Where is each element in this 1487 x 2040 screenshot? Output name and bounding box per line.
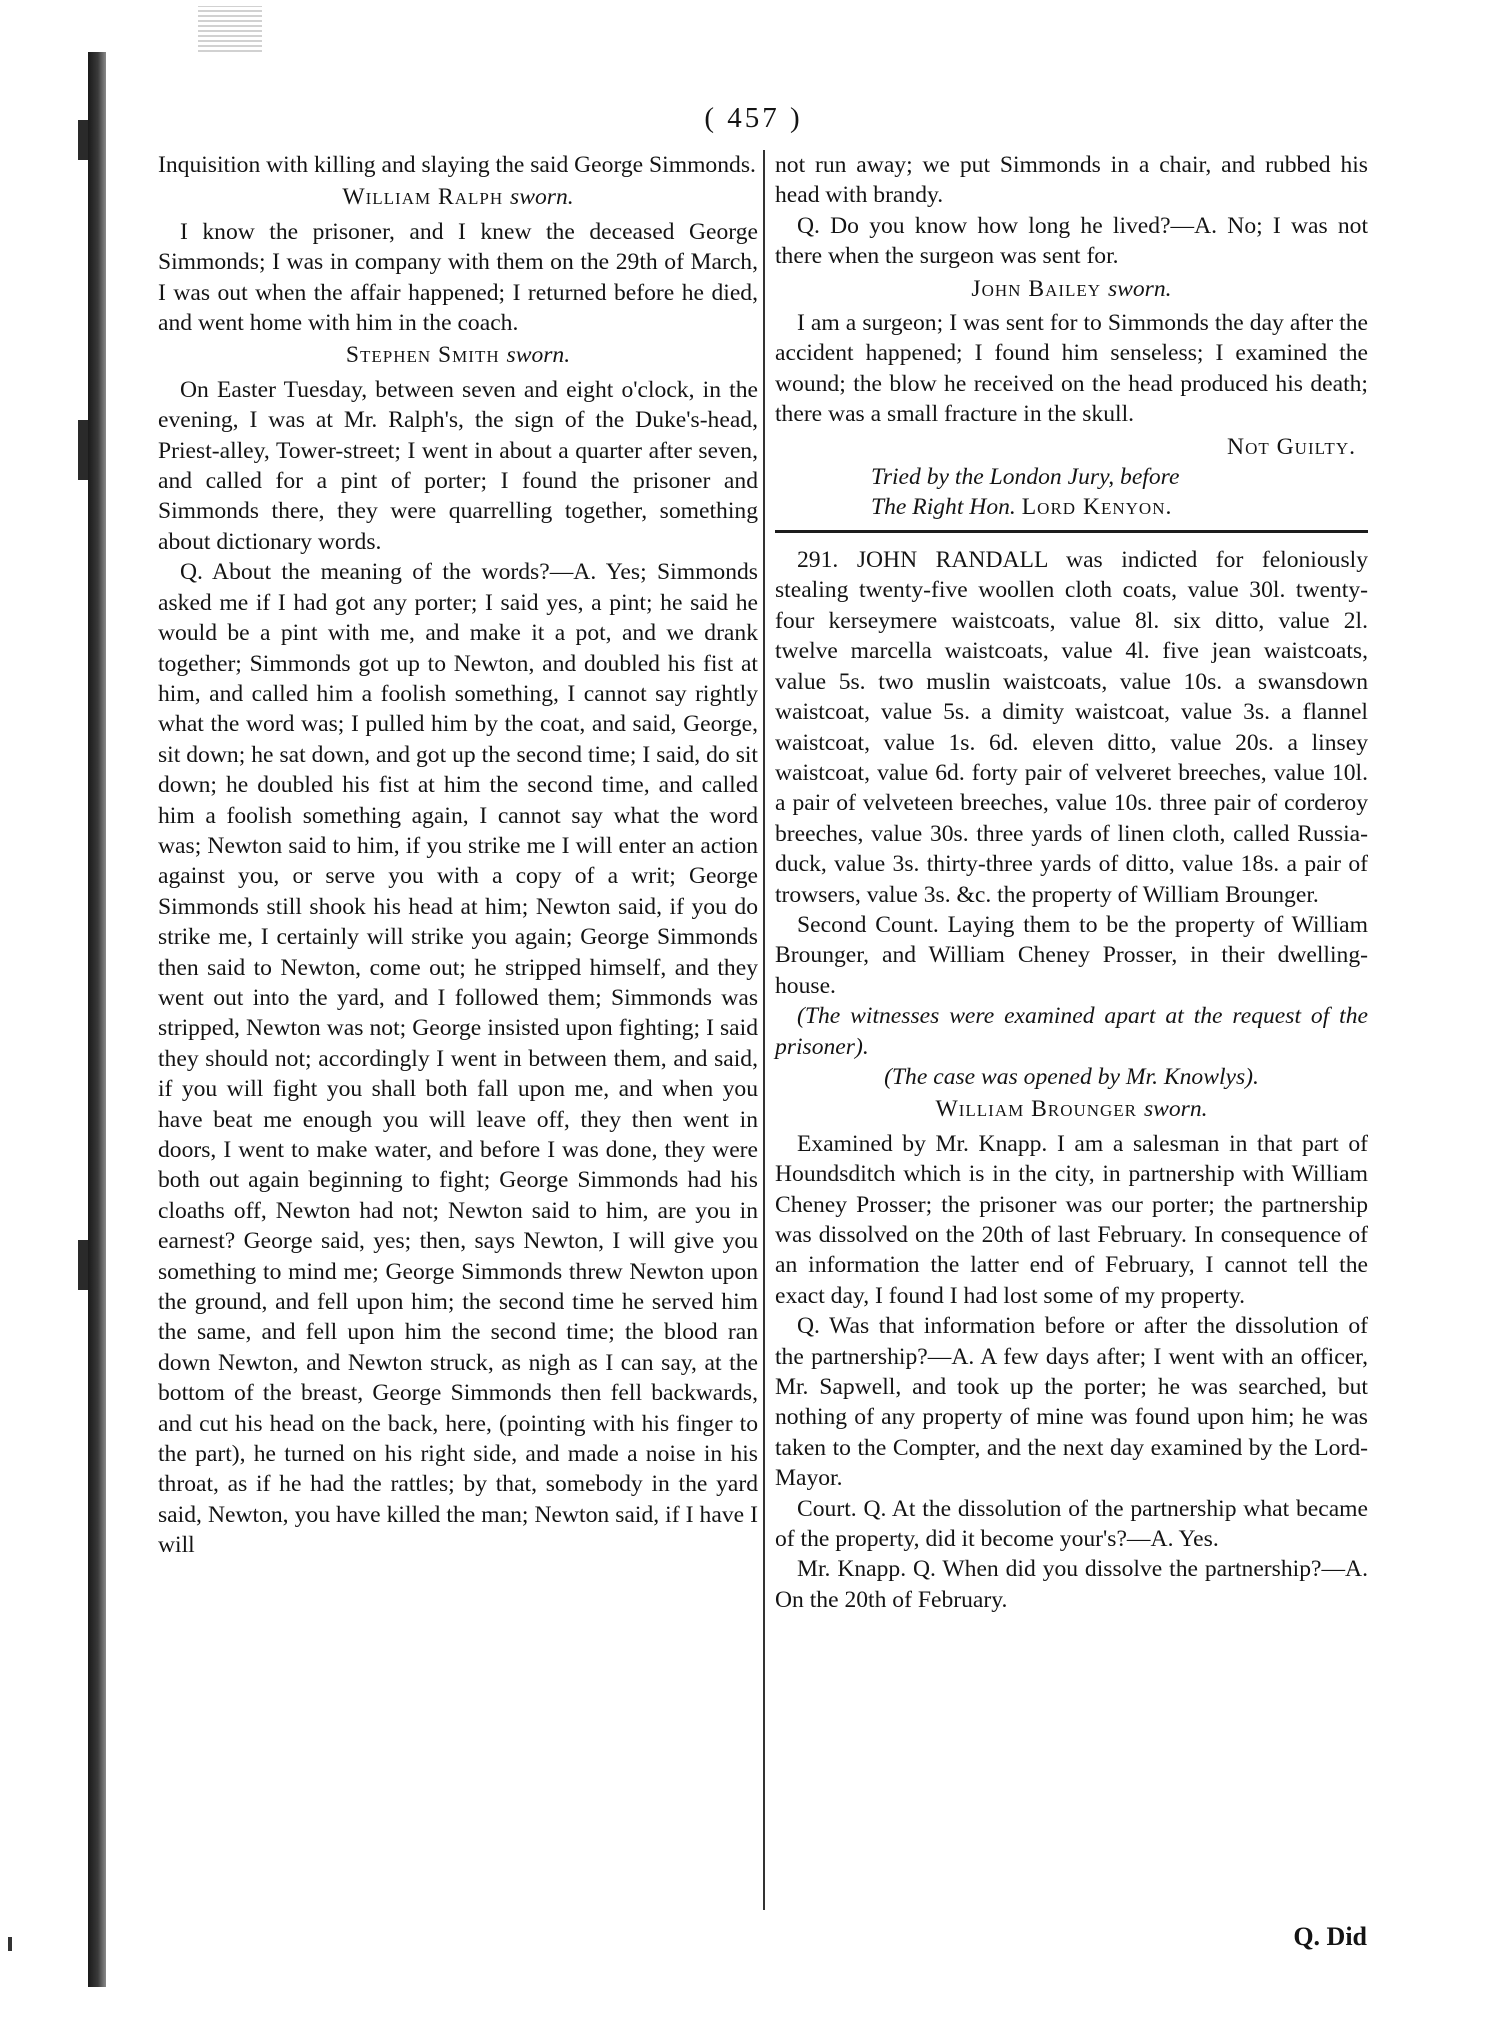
witness-heading — [158, 340, 758, 370]
paragraph: not run away; we put Simmonds in a chair, and rubbed his head with brandy. — [775, 152, 1368, 209]
spine-notch — [78, 1240, 88, 1290]
witness-heading — [775, 274, 1368, 304]
left-column — [158, 150, 758, 1561]
paragraph: Q. About the meaning of the words?—A. Yes; Simmonds asked me if I had got any porter; I said yes, a pint; he said he would be a pint with me, and make it a pot, and we drank together; Simmonds got up to Newton, and doubled his fist at him, and called him a foolish something, I cannot say rightly what the word was; I pulled him by the coat, and said, George, sit down; he sat down, and got up the second time; I said, do sit down; he doubled his fist at him the second time, and called him a foolish something again, I cannot say what the word was; Newton said to him, if you strike me I will enter an action against you, or serve you with a copy of a writ; George Simmonds still shook his head at him; Newton said, if you do strike me, I certainly will strike you again; George Simmonds then said to Newton, come out; he stripped himself, and they went out into the yard, and I followed them; Simmonds was stripped, Newton was not; George insisted upon fighting; I said they should not; accordingly I went in between them, and said, if you will fight you shall both fall upon me, and when you have beat me enough you will leave off, they then went in doors, I went to make water, and before I was done, they were both out again beginning to fight; George Simmonds had his cloaths off, Newton had not; Newton said to him, are you in earnest? George said, yes; then, says Newton, I will give you something to mind me; George Simmonds threw Newton upon the ground, and fell upon him; the second time he served him the same, and fell upon him the second time; the blood ran down Newton, and Newton struck, as nigh as I can say, at the bottom of the breast, George Simmonds then fell backwards, and cut his head on the back, here, (pointing with his finger to the part), he turned on his right side, and made a noise in his throat, as if he had the rattles; by that, somebody in the yard said, Newton, you have killed the man; Newton said, if I have I will — [158, 559, 758, 1559]
witness-heading — [775, 1094, 1368, 1124]
paragraph: I know the prisoner, and I knew the deceased George Simmonds; I was in company with them on the 29th of March, I was out when the affair happened; I returned before he died, and went home with him in the coach. — [158, 218, 758, 337]
paragraph: (The case was opened by Mr. Knowlys). — [884, 1063, 1259, 1090]
catchword: Q. Did — [1293, 1922, 1367, 1951]
paragraph: Second Count. Laying them to be the property of William Brounger, and William Cheney Prosser, in their dwelling-house. — [775, 911, 1368, 999]
trial-note: Tried by the London Jury, before — [871, 464, 1180, 491]
verdict: Not Guilty. — [1227, 433, 1356, 460]
paragraph: 291. JOHN RANDALL was indicted for feloniously stealing twenty-five woollen cloth coats, value 30l. twenty-four kerseymere waistcoats, value 8l. six ditto, value 2l. twelve marcella waistcoats, value 4l. five jean waistcoats, value 5s. two muslin waistcoats, value 10s. a swansdown waistcoat, value 5s. a dimity waistcoat, value 3s. a flannel waistcoat, value 1s. 6d. eleven ditto, value 20s. a linsey waistcoat, value 6d. forty pair of velveret breeches, value 10l. a pair of velveteen breeches, value 10s. three pair of corderoy breeches, value 30s. three yards of linen cloth, called Russia-duck, value 3s. thirty-three yards of ditto, value 18s. a pair of trowsers, value 3s. &c. the property of William Brounger. — [775, 547, 1368, 908]
witness-name: John Bailey — [971, 275, 1102, 302]
paragraph: Q. Was that information before or after the dissolution of the partnership?—A. A few days after; I went with an officer, Mr. Sapwell, and took up the porter; he was searched, but nothing of any property of mine was found upon him; he was taken to the Compter, and the next day examined by the Lord-Mayor. — [775, 1313, 1368, 1492]
witness-name: William Brounger — [935, 1096, 1138, 1123]
paragraph: I am a surgeon; I was sent for to Simmonds the day after the accident happened; I found him senseless; I examined the wound; the blow he received on the head produced his death; there was a small fracture in the skull. — [775, 310, 1368, 428]
judge-title: The Right Hon. — [871, 494, 1016, 521]
paragraph: On Easter Tuesday, between seven and eight o'clock, in the evening, I was at Mr. Ralph's, the sign of the Duke's-head, Priest-alley, Tower-street; I went in about a quarter after seven, and called for a pint of porter; I found the prisoner and Simmonds there, they were quarrelling together, something about dictionary words. — [158, 376, 758, 555]
sworn-label: sworn. — [506, 342, 571, 369]
spine-notch — [78, 420, 88, 480]
page-number: ( 457 ) — [704, 102, 803, 134]
column-divider — [763, 150, 765, 1910]
witness-name: Stephen Smith — [345, 342, 500, 369]
edge-mark — [8, 1937, 12, 1951]
sworn-label: sworn. — [1143, 1096, 1208, 1123]
paragraph: (The witnesses were examined apart at the request of the prisoner). — [775, 1003, 1368, 1060]
judge-name: Lord Kenyon. — [1021, 494, 1173, 521]
trial-judge — [775, 492, 1368, 522]
paragraph: Q. Do you know how long he lived?—A. No; I was not there when the surgeon was sent for. — [775, 212, 1368, 270]
paragraph: Inquisition with killing and slaying the said George Simmonds. — [158, 152, 756, 178]
paragraph: Examined by Mr. Knapp. I am a salesman in that part of Houndsditch which is in the city, in partnership with William Cheney Prosser; the prisoner was our porter; the partnership was dissolved on the 20th of last February. In consequence of an information the latter end of February, I cannot tell the exact day, I found I had lost some of my property. — [775, 1130, 1368, 1309]
witness-heading — [158, 182, 758, 212]
witness-name: William Ralph — [342, 184, 504, 211]
book-spine-edge — [88, 52, 106, 1987]
sworn-label: sworn. — [1107, 275, 1172, 302]
scan-artifact — [198, 6, 262, 52]
paragraph: Mr. Knapp. Q. When did you dissolve the partnership?—A. On the 20th of February. — [775, 1556, 1368, 1613]
paragraph: Court. Q. At the dissolution of the partnership what became of the property, did it become your's?—A. Yes. — [775, 1495, 1368, 1553]
right-column — [775, 150, 1368, 1615]
sworn-label: sworn. — [510, 184, 574, 211]
case-separator-rule — [775, 530, 1368, 533]
